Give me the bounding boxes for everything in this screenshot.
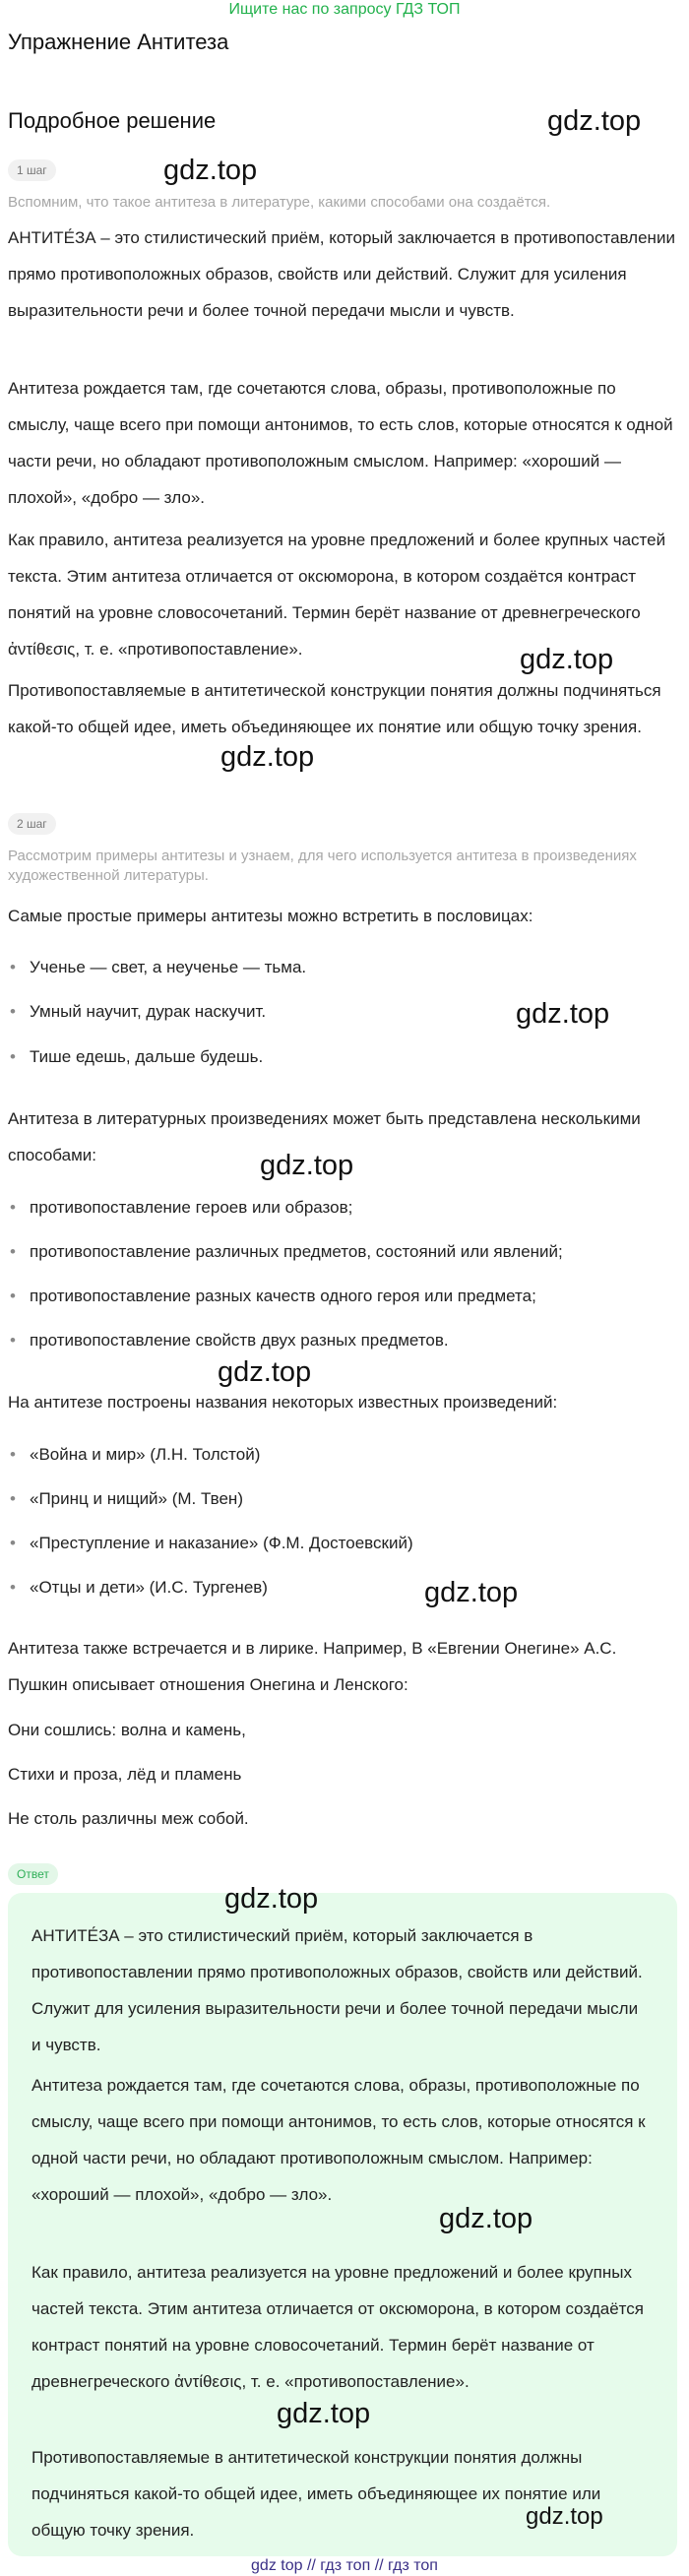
step-1-hint: Вспомним, что такое антитеза в литературе, какими способами она создаётся. <box>8 194 551 211</box>
list-item: • «Преступление и наказание» (Ф.М. Достоевский) <box>30 1525 413 1561</box>
solution-heading: Подробное решение <box>8 108 217 133</box>
watermark: gdz.top <box>520 644 614 675</box>
step-2-hint: Рассмотрим примеры антитезы и узнаем, для чего используется антитеза в произведениях художественной литературы. <box>8 848 637 884</box>
list-item: • противопоставление героев или образов; <box>30 1189 352 1225</box>
poem-line: Стихи и проза, лёд и пламень <box>8 1765 242 1784</box>
watermark: gdz.top <box>547 105 642 137</box>
list-item: • противопоставление свойств двух разных предметов. <box>30 1322 449 1358</box>
answer-paragraph: Антитеза рождается там, где сочетаются слова, образы, противоположные по смыслу, чаще всего при помощи антонимов, то есть слов, которые относятся к одной части речи, но обладают противоположным смыслом. Например: «хороший — плохой», «добро — зло». <box>31 2076 646 2204</box>
watermark: gdz.top <box>439 2203 533 2234</box>
ways-intro: Антитеза в литературных произведениях может быть представлена несколькими способами: <box>8 1109 641 1164</box>
poem-line: Не столь различны меж собой. <box>8 1809 249 1828</box>
step-1-paragraph: Противопоставляемые в антитетической конструкции понятия должны подчиняться какой-то общей идее, иметь объединяющее их понятие или общую точку зрения. <box>8 681 661 736</box>
proverbs-intro: Самые простые примеры антитезы можно встретить в пословицах: <box>8 907 533 925</box>
watermark: gdz.top <box>224 1883 319 1915</box>
step-1-badge: 1 шаг <box>8 159 56 181</box>
answer-paragraph: Противопоставляемые в антитетической конструкции понятия должны подчиняться какой-то общей идее, иметь объединяющее их понятие или общую точку зрения. <box>31 2448 601 2540</box>
list-item: • Умный научит, дурак наскучит. <box>30 993 266 1030</box>
list-item: • «Война и мир» (Л.Н. Толстой) <box>30 1436 260 1473</box>
watermark: gdz.top <box>424 1577 519 1608</box>
list-item: • «Принц и нищий» (М. Твен) <box>30 1480 243 1517</box>
page-title: Упражнение Антитеза <box>8 30 229 54</box>
search-hint-link[interactable]: Ищите нас по запросу ГДЗ ТОП <box>228 1 461 18</box>
list-item: • Тише едешь, дальше будешь. <box>30 1038 263 1075</box>
list-item: • противопоставление разных качеств одного героя или предмета; <box>30 1278 536 1314</box>
step-1-paragraph: АНТИТЕ́ЗА – это стилистический приём, который заключается в противопоставлении прямо противоположных образов, свойств или действий. Служит для усиления выразительности речи и более точной передачи мысли и чувств. <box>8 228 675 320</box>
watermark: gdz.top <box>526 2503 603 2530</box>
list-item: • противопоставление различных предметов, состояний или явлений; <box>30 1233 563 1270</box>
answer-paragraph: АНТИТЕ́ЗА – это стилистический приём, который заключается в противопоставлении прямо противоположных образов, свойств или действий. Служит для усиления выразительности речи и более точной передачи мысли и чувств. <box>31 1926 643 2054</box>
answer-badge: Ответ <box>8 1863 58 1885</box>
watermark: gdz.top <box>277 2398 371 2429</box>
poem-line: Они сошлись: волна и камень, <box>8 1721 246 1739</box>
step-2-badge: 2 шаг <box>8 813 56 835</box>
watermark: gdz.top <box>516 998 610 1030</box>
footer-links[interactable]: gdz top // гдз топ // гдз топ <box>251 2557 438 2574</box>
lyric-intro: Антитеза также встречается и в лирике. Например, В «Евгении Онегине» А.С. Пушкин описывает отношения Онегина и Ленского: <box>8 1639 617 1694</box>
answer-paragraph: Как правило, антитеза реализуется на уровне предложений и более крупных частей текста. Этим антитеза отличается от оксюморона, в котором создаётся контраст понятий на уровне словосочетаний. Термин берёт название от древнегреческого ἀντίθεσις, т. е. «противопоставление». <box>31 2263 644 2391</box>
watermark: gdz.top <box>220 741 315 773</box>
step-1-paragraph: Антитеза рождается там, где сочетаются слова, образы, противоположные по смыслу, чаще всего при помощи антонимов, то есть слов, которые относятся к одной части речи, но обладают противоположным смыслом. Например: «хороший — плохой», «добро — зло». <box>8 379 673 507</box>
list-item: • Ученье — свет, а неученье — тьма. <box>30 949 306 985</box>
watermark: gdz.top <box>260 1150 354 1181</box>
watermark: gdz.top <box>163 155 258 186</box>
watermark: gdz.top <box>218 1356 312 1388</box>
step-1-paragraph: Как правило, антитеза реализуется на уровне предложений и более крупных частей текста. Этим антитеза отличается от оксюморона, в котором создаётся контраст понятий на уровне словосочетаний. Термин берёт название от древнегреческого ἀντίθεσις, т. е. «противопоставление». <box>8 531 666 659</box>
list-item: • «Отцы и дети» (И.С. Тургенев) <box>30 1569 268 1605</box>
works-intro: На антитезе построены названия некоторых известных произведений: <box>8 1393 558 1412</box>
